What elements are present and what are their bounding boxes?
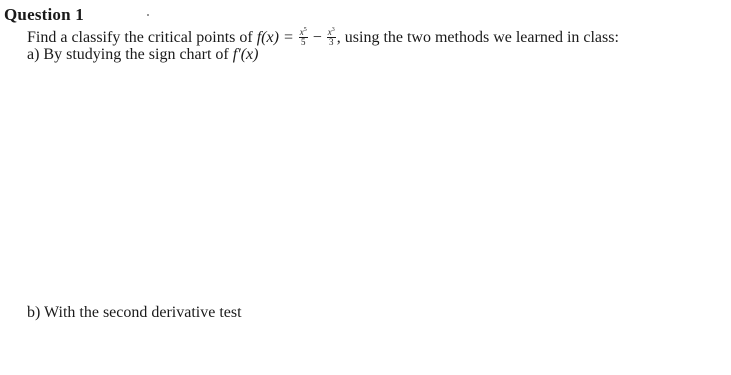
fraction-term-1-denominator: 5: [300, 37, 306, 47]
fraction-term-2: [327, 26, 336, 47]
term-2-exponent: 3: [331, 27, 335, 33]
part-a-label: a) By studying the sign chart of: [27, 46, 233, 63]
fraction-term-2-denominator: 3: [329, 37, 334, 47]
question-title: Question 1: [4, 5, 84, 24]
term-1-base: x: [299, 27, 304, 37]
part-a-expression: f′(x): [232, 46, 259, 63]
prompt-outro: , using the two methods we learned in class:: [336, 29, 619, 47]
scan-dot-mark: [147, 14, 149, 16]
term-2-base: x: [327, 27, 332, 37]
term-1-exponent: 5: [303, 27, 307, 33]
part-b: [27, 304, 242, 322]
fraction-term-1: [299, 26, 308, 47]
part-a: [27, 46, 258, 64]
minus-sign: −: [308, 29, 326, 47]
part-b-label: b) With the second derivative test: [27, 304, 242, 321]
function-lhs: f(x) =: [256, 29, 298, 47]
prompt-intro: Find a classify the critical points of: [27, 29, 257, 47]
